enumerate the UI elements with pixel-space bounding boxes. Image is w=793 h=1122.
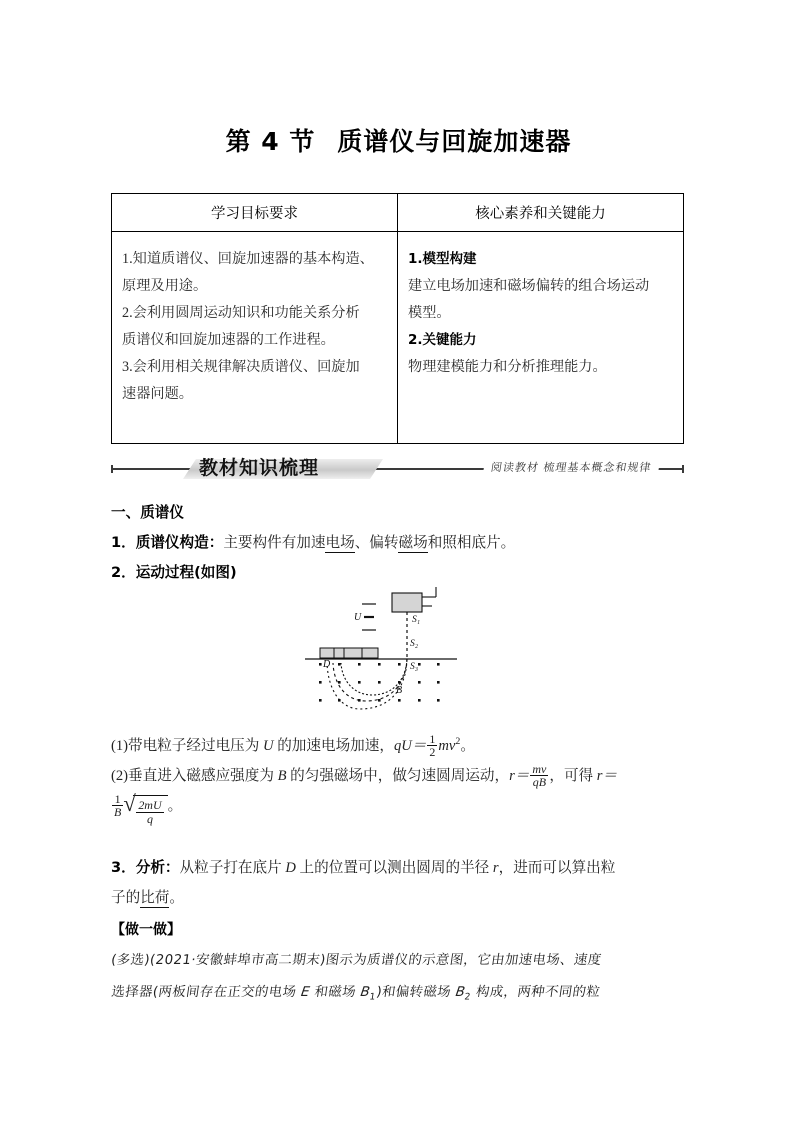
para-1-text-a: (1)带电粒子经过电压为 [111,737,264,754]
exercise-line-2 [108,977,688,1014]
para-1-text-b: 的加速电场加速， [273,737,394,754]
item-3-label: 3．分析： [111,859,180,876]
label-field-b: B [396,685,403,696]
para-2-period: 。 [167,797,183,814]
fraction-denominator: B [114,805,122,820]
banner-title: 教材知识梳理 [199,457,320,479]
page-title [111,122,686,158]
item-motion-process [111,558,686,588]
item-1-text-b: 、偏转 [354,535,399,551]
analysis-block [111,853,686,913]
table-body-row [112,232,683,444]
ion-source-box [392,587,436,612]
objectives-table [111,193,684,444]
exercise-line-1 [109,945,688,977]
fraction-numerator: 1 [114,791,121,806]
competency-line: 2.关键能力 [408,332,477,348]
item-3-text-c: ，进而可以算出粒 [498,860,616,876]
exercise-line-1-text: (多选)(2021·安徽蚌埠市高二期末)图示为质谱仪的示意图，它由加速电场、速度 [110,953,603,968]
label-plate-d: D [323,659,331,670]
exercise-line-2-text-b: 和磁场 [308,985,362,1000]
exercise-symbol-b1-sub: 1 [368,992,377,1003]
fraction-mv-over-qb [530,763,548,789]
exercise-heading: 【做一做】 [111,922,181,938]
voltage-source-symbol [362,604,376,630]
competency-line: 1.模型构建 [408,251,477,267]
exercise-line-2-text-c: )和偏转磁场 [375,985,457,1000]
exercise-symbol-b2-sub: 2 [463,992,472,1003]
item-3-underline-specific-charge: 比荷 [140,890,170,906]
item-1-text-a: 主要构件有加速 [223,535,326,551]
exercise-symbol-b1: B [359,985,372,1000]
competency-line: 物理建模能力和分析推理能力。 [408,359,607,375]
item-3-period: 。 [169,890,185,906]
item-1-underline-magnetic-field: 磁场 [398,535,428,551]
item-3-text-d: 子的 [111,890,141,906]
para-1-mv: mv [438,737,456,754]
table-header-core-competency: 核心素养和关键能力 [475,206,606,222]
fraction-2mu-over-q [136,799,163,825]
fraction-numerator: 1 [429,731,436,746]
item-1-label: 1．质谱仪构造： [111,534,224,551]
item-3-symbol-d: D [285,860,296,876]
section-number: 第 4 节 [225,127,316,156]
label-voltage: U [354,612,362,623]
competency-line: 模型。 [408,305,451,321]
label-slit-1: S₁ [412,615,421,625]
item-3-text-b: 上的位置可以测出圆周的半径 [295,860,493,876]
objectives-cell-right [398,232,683,444]
exercise-line-2-text-a: 选择器(两板间存在正交的电场 [110,985,303,1000]
item-3-analysis-line-1 [111,853,686,883]
objectives-cell-left [112,232,398,444]
diagram-svg [300,585,500,715]
label-slit-3: S₃ [410,662,419,672]
formula-paragraph-1 [111,727,686,761]
fraction-numerator: mv [532,761,547,776]
item-3-text-a: 从粒子打在底片 [179,860,286,876]
para-2-text-c: ，可得 [549,767,597,784]
objective-line: 原理及用途。 [122,278,208,294]
exercise-block [111,915,686,1014]
item-structure [111,528,686,558]
banner-subtitle: 阅读教材 梳理基本概念和规律 [482,459,659,475]
para-1-period: 。 [460,737,475,754]
table-header-row [112,194,683,232]
item-2-label: 2．运动过程(如图) [111,564,237,581]
radicand [133,795,167,827]
para-1-qu: qU＝ [393,737,427,754]
square-root-expression [124,795,167,827]
formula-paragraph-2-cont [111,791,686,828]
item-1-underline-electric-field: 电场 [325,535,355,551]
mass-spectrometer-diagram [300,585,500,715]
para-2-text-b: 的匀强磁场中，做匀速圆周运动， [286,767,510,784]
section-name: 质谱仪与回旋加速器 [337,127,572,156]
photographic-plate [320,648,378,658]
para-1-exponent: 2 [455,736,461,747]
para-2-symbol-b: B [277,767,287,784]
objective-line: 速器问题。 [122,386,193,402]
label-slit-2: S₂ [410,639,419,649]
para-2-r-first: r＝ [509,767,530,784]
formula-block [111,727,686,827]
content-heading-block [111,498,686,588]
formula-paragraph-2 [111,761,686,791]
exercise-symbol-b2: B [454,985,467,1000]
exercise-line-2-text-d: 构成，两种不同的粒 [470,985,602,1000]
fraction-numerator: √ 2mU [138,798,162,813]
objective-line: 质谱仪和回旋加速器的工作进程。 [122,332,335,348]
fraction-denominator: 2 [429,745,436,760]
competency-line: 建立电场加速和磁场偏转的组合场运动 [408,278,650,294]
section-banner [111,452,684,482]
objective-line: 1.知道质谱仪、回旋加速器的基本构造、 [122,251,374,267]
para-2-text-a: (2)垂直进入磁感应强度为 [111,767,278,784]
table-header-learning-objectives: 学习目标要求 [112,194,398,231]
fraction-half [427,733,437,759]
heading-mass-spectrometer [111,498,686,528]
para-1-symbol-u: U [263,737,274,754]
objective-line: 2.会利用圆周运动知识和功能关系分析 [122,305,360,321]
fraction-denominator: qB [530,775,548,789]
item-3-symbol-r: r [492,860,499,876]
exercise-symbol-e: E [299,985,311,1000]
item-1-text-c: 和照相底片。 [427,535,516,551]
item-3-analysis-line-2 [111,883,686,913]
fraction-denominator: q [136,812,163,826]
objective-line: 3.会利用相关规律解决质谱仪、回旋加 [122,359,360,375]
heading-text: 一、质谱仪 [111,504,184,521]
fraction-one-over-b [112,793,123,819]
para-2-r-second: r＝ [596,767,618,784]
